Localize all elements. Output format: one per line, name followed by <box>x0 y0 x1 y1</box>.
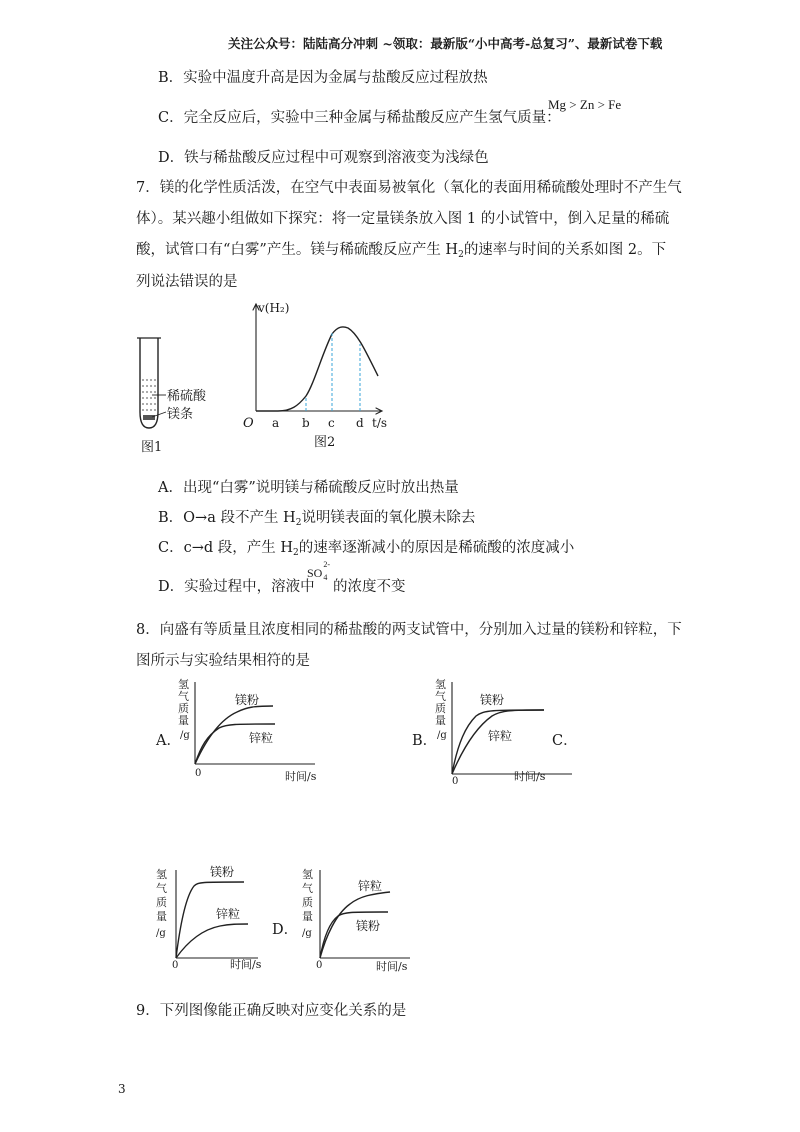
page-header: 关注公众号：陆陆高分冲刺 ~领取：最新版“小中高考-总复习”、最新试卷下载 <box>228 36 663 51</box>
prev-option-c-formula: Mg > Zn > Fe <box>548 97 622 112</box>
q7-sulfate-ion: SO 2- 4 <box>307 560 331 582</box>
fig2-caption: 图2 <box>314 435 336 450</box>
fig2-tick-d: d <box>356 416 364 430</box>
svg-text:0: 0 <box>316 960 323 971</box>
svg-text:0: 0 <box>452 776 459 786</box>
fig2-origin: O <box>243 416 254 431</box>
q7-figure2-rate-graph <box>236 296 396 456</box>
svg-text:/g: /g <box>156 928 166 939</box>
svg-text:0: 0 <box>195 768 202 779</box>
fig2-tick-a: a <box>272 416 280 430</box>
svg-text:质: 质 <box>156 896 167 909</box>
q8-option-a-graph <box>175 676 335 786</box>
q7-option-d-tail: 的浓度不变 <box>333 579 406 595</box>
prev-option-b: B．实验中温度升高是因为金属与盐酸反应过程放热 <box>158 70 488 86</box>
q7-stem-line3: 酸，试管口有“白雾”产生。镁与稀硫酸反应产生 $H_2$的速率与时间的关系如图 2。下 <box>136 242 667 260</box>
q7-stem-line2: 体）。某兴趣小组做如下探究：将一定量镁条放入图 1 的小试管中，倒入足量的稀硫 <box>136 211 670 227</box>
q7-option-a[interactable]: A．出现“白雾”说明镁与稀硫酸反应时放出热量 <box>158 480 459 496</box>
svg-text:气: 气 <box>156 882 167 895</box>
svg-text:质: 质 <box>302 896 313 909</box>
svg-text:量: 量 <box>302 910 313 923</box>
c-series-mg-label: 镁粉 <box>210 865 235 879</box>
svg-text:0: 0 <box>172 960 179 971</box>
q7-stem-line1: 7．镁的化学性质活泼，在空气中表面易被氧化（氧化的表面用稀硫酸处理时不产生气 <box>136 180 682 196</box>
page-number: 3 <box>118 1082 126 1096</box>
q8-option-d-graph <box>292 856 422 978</box>
q8-option-d-label[interactable]: D． <box>272 922 299 938</box>
q7-option-b[interactable]: B．O→a 段不产生 $H_2$说明镁表面的氧化膜未除去 <box>158 510 476 528</box>
svg-text:质: 质 <box>178 702 189 715</box>
q8-stem-line2: 图所示与实验结果相符的是 <box>136 653 310 669</box>
fig2-xlabel: t/s <box>372 416 388 430</box>
svg-text:时间/s: 时间/s <box>285 770 317 783</box>
q8-option-a-label[interactable]: A． <box>156 733 181 749</box>
svg-text:氢: 氢 <box>302 868 313 881</box>
svg-text:氢: 氢 <box>156 868 167 881</box>
fig2-tick-b: b <box>302 416 310 430</box>
q8-option-c-graph <box>140 856 265 978</box>
svg-text:气: 气 <box>178 690 189 703</box>
svg-text:气: 气 <box>302 882 313 895</box>
fig2-tick-c: c <box>328 416 335 430</box>
q8-stem-line1: 8．向盛有等质量且浓度相同的稀盐酸的两支试管中，分别加入过量的镁粉和锌粒，下 <box>136 622 682 638</box>
svg-text:/g: /g <box>302 928 312 939</box>
prev-option-c: C．完全反应后，实验中三种金属与稀盐酸反应产生氢气质量： <box>158 110 561 126</box>
q7-option-c[interactable]: C．c→d 段，产生 $H_2$的速率逐渐减小的原因是稀硫酸的浓度减小 <box>158 540 575 558</box>
b-series-zn-label: 锌粒 <box>488 729 513 743</box>
fig1-caption: 图1 <box>141 440 163 455</box>
q8-option-b-label[interactable]: B． <box>412 733 438 749</box>
q7-stem-line4: 列说法错误的是 <box>136 274 238 290</box>
svg-text:时间/s: 时间/s <box>376 960 408 973</box>
prev-option-d: D．铁与稀盐酸反应过程中可观察到溶液变为浅绿色 <box>158 150 489 166</box>
q9-stem: 9．下列图像能正确反映对应变化关系的是 <box>136 1003 407 1019</box>
fig1-label-mg: 镁条 <box>167 407 194 422</box>
d-series-zn-label: 锌粒 <box>358 879 383 893</box>
a-series-mg-label: 镁粉 <box>235 693 260 707</box>
svg-text:时间/s: 时间/s <box>230 958 262 971</box>
svg-text:氢: 氢 <box>435 678 446 691</box>
svg-text:量: 量 <box>156 910 167 923</box>
svg-text:/g: /g <box>437 730 447 741</box>
q7-option-d[interactable]: D．实验过程中，溶液中 <box>158 579 315 595</box>
svg-text:质: 质 <box>435 702 446 715</box>
c-series-zn-label: 锌粒 <box>216 907 241 921</box>
q7-figure1-test-tube <box>128 330 238 455</box>
svg-text:氢: 氢 <box>178 678 189 691</box>
d-series-mg-label: 镁粉 <box>356 919 381 933</box>
fig2-ylabel: v(H₂) <box>258 301 290 315</box>
b-series-mg-label: 镁粉 <box>480 693 505 707</box>
svg-text:时间/s: 时间/s <box>514 770 546 783</box>
a-series-zn-label: 锌粒 <box>249 731 274 745</box>
svg-text:/g: /g <box>180 730 190 741</box>
fig1-label-acid: 稀硫酸 <box>167 389 207 404</box>
svg-text:量: 量 <box>178 714 189 727</box>
q8-option-c-label[interactable]: C． <box>552 733 578 749</box>
svg-text:气: 气 <box>435 690 446 703</box>
svg-text:量: 量 <box>435 714 446 727</box>
